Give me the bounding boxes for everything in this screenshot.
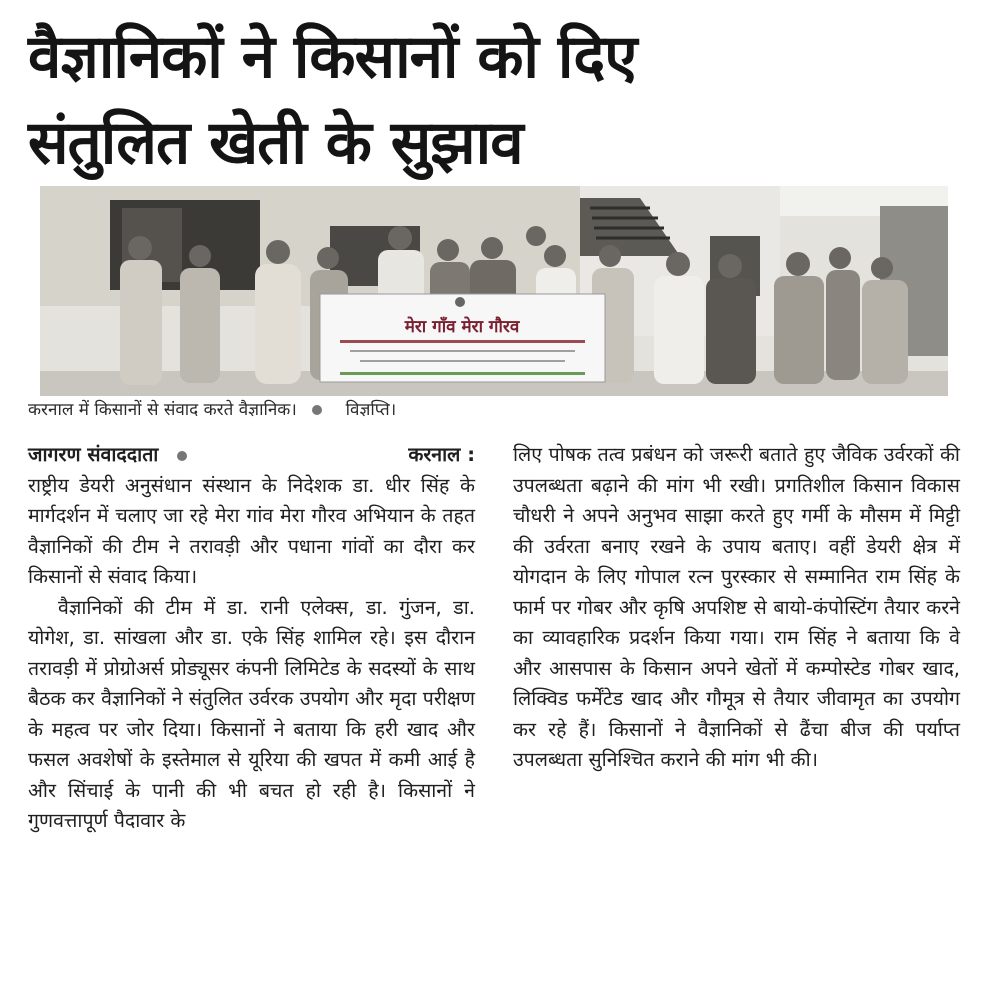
article-column-right: [513, 440, 960, 776]
headline: [28, 14, 978, 186]
news-photo: [40, 186, 948, 396]
paragraph-3: लिए पोषक तत्व प्रबंधन को जरूरी बताते हुए जैविक उर्वरकों की उपलब्धता बढ़ाने की मांग भी रखी। प्रगतिशील किसान विकास चौधरी ने अपने अनुभव साझा करते हुए गर्मी के मौसम में मिट्टी की उर्वरता बनाए रखने के उपाय बताए। वहीं डेयरी क्षेत्र में योगदान के लिए गोपाल रत्न पुरस्कार से सम्मानित राम सिंह के फार्म पर गोबर और कृषि अपशिष्ट से बायो-कंपोस्टिंग तैयार करने का व्यावहारिक प्रदर्शन किया गया। राम सिंह ने बताया कि वे और आसपास के किसान अपने खेतों में कम्पोस्टेड गोबर खाद, लिक्विड फर्मेंटेड खाद और गौमूत्र से तैयार जीवामृत का उपयोग कर रहे हैं। किसानों ने वैज्ञानिकों से ढैंचा बीज की पर्याप्त उपलब्धता सुनिश्चित कराने की मांग भी की।: [513, 443, 960, 771]
headline-line-1: वैज्ञानिकों ने किसानों को दिए: [28, 22, 637, 92]
caption-credit: विज्ञप्ति।: [345, 400, 397, 420]
article-column-left: [28, 440, 475, 837]
byline-author: जागरण संवाददाता: [28, 443, 159, 466]
bullet-icon: [177, 451, 187, 461]
caption-text: करनाल में किसानों से संवाद करते वैज्ञानिक।: [28, 400, 297, 420]
banner-title: मेरा गाँव मेरा गौरव: [404, 317, 520, 337]
byline: [28, 440, 475, 471]
photo-caption: [28, 398, 968, 422]
paragraph-2: वैज्ञानिकों की टीम में डा. रानी एलेक्स, डा. गुंजन, डा. योगेश, डा. सांखला और डा. एके सिंह शामिल रहे। इस दौरान तरावड़ी में प्रोग्रोअर्स प्रोड्यूसर कंपनी लिमिटेड के सदस्यों के साथ बैठक कर वैज्ञानिकों ने संतुलित उर्वरक उपयोग और मृदा परीक्षण के महत्व पर जोर दिया। किसानों ने बताया कि हरी खाद और फसल अवशेषों के इस्तेमाल से यूरिया की खपत में कमी आई है और सिंचाई के पानी की भी बचत हो रही है। किसानों ने गुणवत्तापूर्ण पैदावार के: [28, 595, 475, 832]
bullet-icon: [312, 405, 322, 415]
headline-line-2: संतुलित खेती के सुझाव: [28, 108, 523, 178]
byline-place: करनाल :: [408, 443, 475, 466]
paragraph-1: राष्ट्रीय डेयरी अनुसंधान संस्थान के निदेशक डा. धीर सिंह के मार्गदर्शन में चलाए जा रहे मेरा गांव मेरा गौरव अभियान के तहत वैज्ञानिकों की टीम ने तरावड़ी और पधाना गांवों का दौरा कर किसानों से संवाद किया।: [28, 473, 475, 588]
